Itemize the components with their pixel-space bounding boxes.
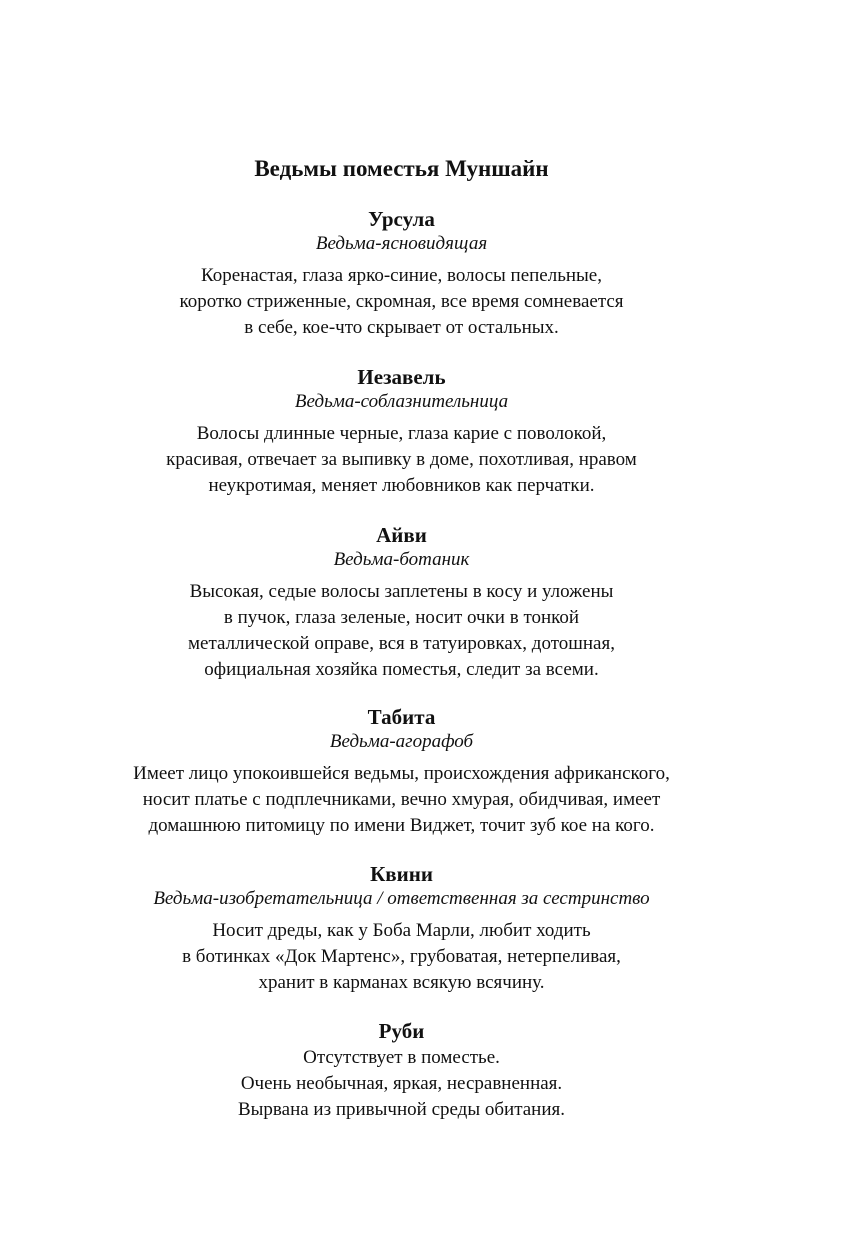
description-line: домашнюю питомицу по имени Виджет, точит зуб кое на кого.	[148, 815, 655, 836]
character-entry-ruby	[0, 1018, 803, 1123]
character-description	[0, 263, 803, 341]
description-line: официальная хозяйка поместья, следит за всеми.	[204, 659, 599, 680]
description-line: Волосы длинные черные, глаза карие с поволокой,	[196, 423, 607, 444]
description-line: в ботинках «Док Мартенс», грубоватая, нетерпеливая,	[182, 946, 621, 967]
description-line: Отсутствует в поместье.	[303, 1047, 500, 1068]
character-entry-ivy	[0, 522, 803, 683]
character-description	[0, 579, 803, 683]
character-description	[0, 1045, 803, 1123]
character-description	[0, 918, 803, 996]
description-line: в себе, кое-что скрывает от остальных.	[244, 317, 559, 338]
description-line: Коренастая, глаза ярко-синие, волосы пепельные,	[201, 265, 602, 286]
description-line: красивая, отвечает за выпивку в доме, похотливая, нравом	[166, 449, 637, 470]
character-description	[0, 761, 803, 839]
page-title: Ведьмы поместья Муншайн	[254, 156, 549, 181]
character-entry-ursula	[0, 206, 803, 341]
character-role: Ведьма-изобретательница / ответственная за сестринство	[153, 888, 650, 909]
character-entry-tabitha	[0, 704, 803, 839]
character-entry-jezebel	[0, 364, 803, 499]
description-line: Имеет лицо упокоившейся ведьмы, происхождения африканского,	[133, 763, 670, 784]
character-name: Квини	[370, 862, 433, 886]
description-line: носит платье с подплечниками, вечно хмурая, обидчивая, имеет	[142, 789, 661, 810]
character-name: Табита	[367, 705, 436, 729]
character-description	[0, 421, 803, 499]
description-line: в пучок, глаза зеленые, носит очки в тонкой	[223, 607, 580, 628]
character-name: Руби	[378, 1019, 425, 1043]
description-line: неукротимая, меняет любовников как перчатки.	[208, 475, 595, 496]
description-line: Носит дреды, как у Боба Марли, любит ходить	[212, 920, 591, 941]
description-line: Вырвана из привычной среды обитания.	[237, 1099, 565, 1120]
character-entry-queenie	[0, 861, 803, 996]
description-line: коротко стриженные, скромная, все время сомневается	[179, 291, 624, 312]
description-line: хранит в карманах всякую всячину.	[258, 972, 545, 993]
character-name: Айви	[376, 523, 427, 547]
character-name: Иезавель	[357, 365, 446, 389]
character-name: Урсула	[368, 207, 435, 231]
character-role: Ведьма-ботаник	[333, 549, 470, 570]
character-role: Ведьма-ясновидящая	[315, 233, 488, 254]
character-role: Ведьма-агорафоб	[329, 731, 474, 752]
description-line: Высокая, седые волосы заплетены в косу и уложены	[189, 581, 614, 602]
description-line: Очень необычная, яркая, несравненная.	[240, 1073, 563, 1094]
character-role: Ведьма-соблазнительница	[294, 391, 509, 412]
description-line: металлической оправе, вся в татуировках, дотошная,	[188, 633, 615, 654]
